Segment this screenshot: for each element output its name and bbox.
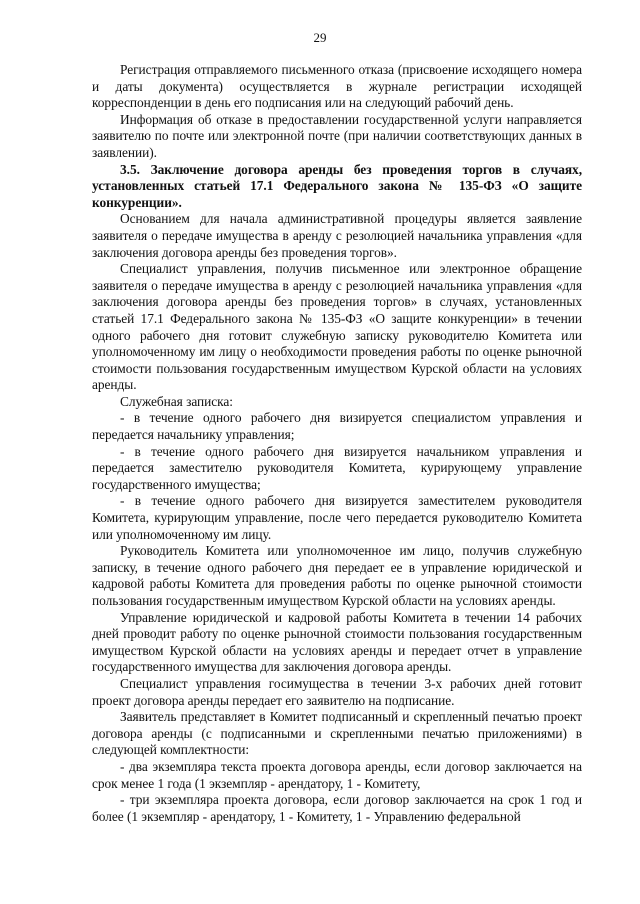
paragraph: Основанием для начала административной процедуры является заявление заявителя о передаче имущества в аренду с резолюцией начальника управления «для заключения договора аренды без проведения торгов». (92, 211, 582, 260)
list-item: - в течение одного рабочего дня визируется начальником управления и передается заместителю руководителя Комитета, курирующему управление государственного имущества; (92, 443, 582, 492)
list-item: - в течение одного рабочего дня визируется специалистом управления и передается начальнику управления; (92, 410, 582, 443)
paragraph: Специалист управления госимущества в течении 3-х рабочих дней готовит проект договора аренды передает его заявителю на подписание. (92, 675, 582, 708)
paragraph: Информация об отказе в предоставлении государственной услуги направляется заявителю по почте или электронной почте (при наличии соответствующих данных в заявлении). (92, 111, 582, 160)
list-item: - в течение одного рабочего дня визируется заместителем руководителя Комитета, курирующим управление, после чего передается руководителю Комитета или уполномоченному им лицу. (92, 493, 582, 542)
document-body (92, 62, 582, 825)
paragraph: Регистрация отправляемого письменного отказа (присвоение исходящего номера и даты документа) осуществляется в журнале регистрации исходящей корреспонденции в день его подписания или на следующий рабочий день. (92, 62, 582, 111)
paragraph: Руководитель Комитета или уполномоченное им лицо, получив служебную записку, в течение одного рабочего дня передает ее в управление юридической и кадровой работы Комитета для проведения работы по оценке рыночной стоимости пользования государственным имуществом Курской области на условиях аренды. (92, 543, 582, 608)
paragraph: Заявитель представляет в Комитет подписанный и скрепленный печатью проект договора аренды (с подписанными и скрепленными печатью приложениями) в следующей комплектности: (92, 709, 582, 758)
page-number: 29 (313, 30, 327, 45)
section-heading: 3.5. Заключение договора аренды без проведения торгов в случаях, установленных статьей 17.1 Федерального закона № 135-ФЗ «О защите конкуренции». (92, 161, 582, 210)
list-item: - три экземпляра проекта договора, если договор заключается на срок 1 год и более (1 экземпляр - арендатору, 1 - Комитету, 1 - Управлению федеральной (92, 792, 582, 824)
paragraph: Управление юридической и кадровой работы Комитета в течении 14 рабочих дней проводит работу по оценке рыночной стоимости пользования государственным имуществом Курской области на условиях аренды и передает отчет в управление государственного имущества для заключения договора аренды. (92, 609, 582, 675)
list-item: - два экземпляра текста проекта договора аренды, если договор заключается на срок менее 1 года (1 экземпляр - арендатору, 1 - Комитету, (92, 758, 582, 791)
paragraph: Специалист управления, получив письменное или электронное обращение заявителя о передаче имущества в аренду с резолюцией начальника управления «для заключения договора аренды без проведения торгов» в случаях, установленных статьей 17.1 Федерального закона № 135-ФЗ «О защите конкуренции» в течении одного рабочего дня готовит служебную записку руководителю Комитета или уполномоченному им лицу о необходимости проведения работы по оценке рыночной стоимости пользования государственным имуществом Курской области на условиях аренды. (92, 261, 582, 393)
paragraph: Служебная записка: (120, 393, 233, 409)
